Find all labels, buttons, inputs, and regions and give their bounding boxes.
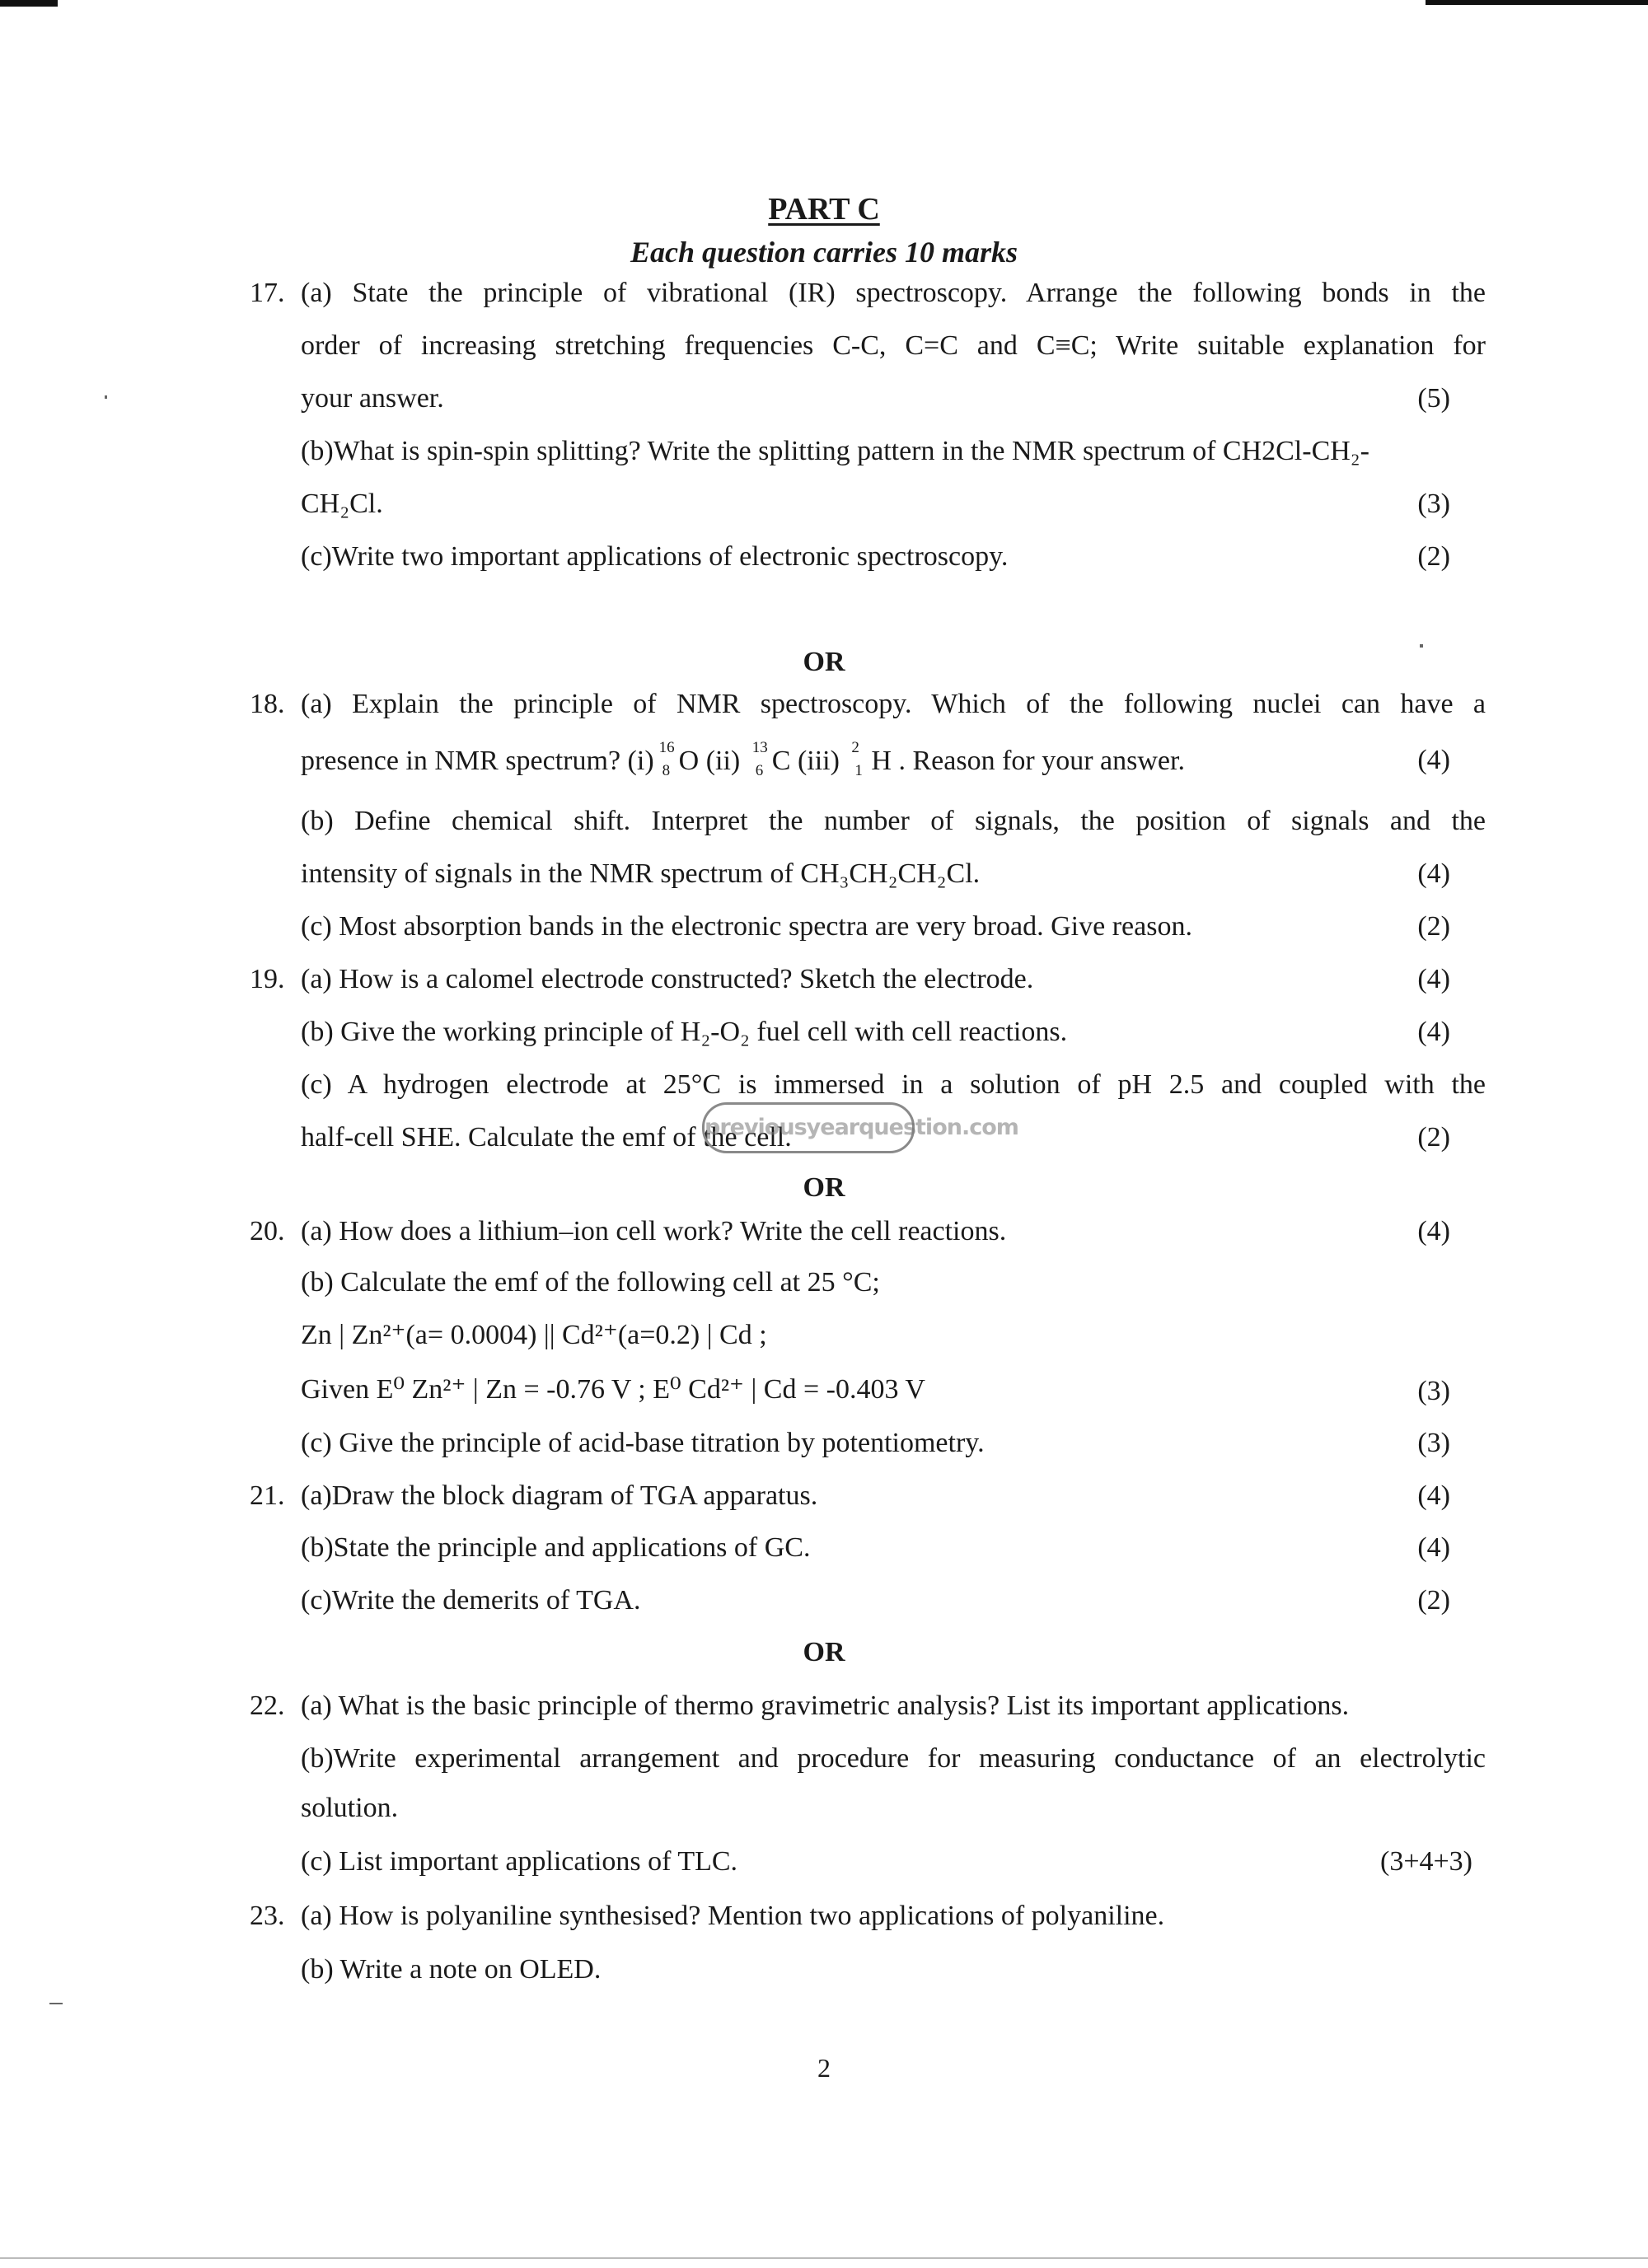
- question-number: 21.: [250, 1480, 285, 1511]
- scan-edge-mark: [0, 2257, 1648, 2259]
- marks: (4): [1417, 964, 1450, 994]
- question-text: (c) Most absorption bands in the electronic spectra are very broad. Give reason.: [301, 911, 1192, 942]
- question-text: (c)Write the demerits of TGA.: [301, 1585, 641, 1616]
- marks: (3): [1417, 1376, 1450, 1406]
- marks: (2): [1417, 1122, 1450, 1153]
- page-number: 2: [817, 2053, 831, 2083]
- question-text: (c) Give the principle of acid-base titration by potentiometry.: [301, 1428, 985, 1458]
- scan-edge-mark: [0, 0, 58, 7]
- question-number: 22.: [250, 1690, 285, 1721]
- marks: (2): [1417, 541, 1450, 572]
- marks: (5): [1417, 383, 1450, 414]
- question-text: solution.: [301, 1793, 399, 1823]
- atomic-number: 8: [662, 762, 671, 779]
- question-text: (b)What is spin-spin splitting? Write the splitting pattern in the NMR spectrum of CH2Cl-CH₂-: [301, 436, 1369, 466]
- marks: (3+4+3): [1380, 1846, 1472, 1877]
- marks: (4): [1417, 1532, 1450, 1563]
- scan-speck: [49, 2003, 63, 2004]
- question-text: (b)Write experimental arrangement and procedure for measuring conductance of an electrolytic: [301, 1743, 1486, 1774]
- question-text: (c)Write two important applications of electronic spectroscopy.: [301, 541, 1009, 572]
- isotope-notation: [747, 739, 772, 779]
- element-symbol: H: [871, 746, 892, 776]
- marks: (2): [1417, 911, 1450, 942]
- question-text: (b)State the principle and applications of GC.: [301, 1532, 811, 1563]
- isotope-notation: [846, 739, 871, 779]
- element-symbol: O: [678, 746, 700, 776]
- question-number: 17.: [250, 278, 285, 308]
- watermark-stamp: previousyearquestion.com: [702, 1102, 915, 1153]
- marks: (2): [1417, 1585, 1450, 1616]
- question-text: (a) Explain the principle of NMR spectroscopy. Which of the following nuclei can have a: [301, 689, 1486, 719]
- part-subtitle: Each question carries 10 marks: [630, 236, 1018, 269]
- mass-number: 13: [751, 739, 768, 756]
- question-text: (ii): [699, 746, 747, 776]
- atomic-number: 1: [854, 762, 863, 779]
- part-title: PART C: [768, 192, 880, 227]
- or-separator: OR: [803, 1172, 845, 1203]
- question-number: 20.: [250, 1216, 285, 1246]
- isotope-notation: [654, 739, 679, 779]
- question-text: (c) List important applications of TLC.: [301, 1846, 738, 1877]
- question-text: presence in NMR spectrum? (i): [301, 746, 654, 776]
- question-number: 19.: [250, 964, 285, 994]
- marks: (3): [1417, 489, 1450, 519]
- question-text: . Reason for your answer.: [891, 746, 1185, 776]
- or-separator: OR: [803, 1637, 845, 1667]
- marks: (4): [1417, 858, 1450, 889]
- question-text: (a) How is a calomel electrode constructed? Sketch the electrode.: [301, 964, 1034, 994]
- marks: (3): [1417, 1428, 1450, 1458]
- marks: (4): [1417, 1216, 1450, 1246]
- question-text: CH₂Cl.: [301, 489, 383, 519]
- or-separator: OR: [803, 647, 845, 677]
- question-text: (c) A hydrogen electrode at 25°C is immersed in a solution of pH 2.5 and coupled with the: [301, 1069, 1486, 1100]
- question-text: order of increasing stretching frequencies C-C, C=C and C≡C; Write suitable explanation for: [301, 330, 1486, 361]
- cell-notation: Zn | Zn²⁺(a= 0.0004) || Cd²⁺(a=0.2) | Cd ;: [301, 1320, 767, 1350]
- question-text: (b) Write a note on OLED.: [301, 1954, 602, 1985]
- marks: (4): [1417, 1480, 1450, 1511]
- scan-edge-mark: [1426, 0, 1648, 5]
- mass-number: 16: [658, 739, 675, 756]
- question-text: (b) Calculate the emf of the following cell at 25 °C;: [301, 1267, 880, 1298]
- element-symbol: C: [771, 746, 791, 776]
- question-text: (a) How does a lithium–ion cell work? Write the cell reactions.: [301, 1216, 1007, 1246]
- marks: (4): [1417, 1017, 1450, 1047]
- question-number: 23.: [250, 1901, 285, 1931]
- electrode-potentials: Given E⁰ Zn²⁺ | Zn = -0.76 V ; E⁰ Cd²⁺ | Cd = -0.403 V: [301, 1374, 925, 1405]
- question-text: (b) Define chemical shift. Interpret the number of signals, the position of signals and the: [301, 806, 1486, 836]
- question-text: (a) State the principle of vibrational (IR) spectroscopy. Arrange the following bonds in the: [301, 278, 1486, 308]
- question-text: your answer.: [301, 383, 444, 414]
- question-text: (a)Draw the block diagram of TGA apparatus.: [301, 1480, 818, 1511]
- question-text: (a) What is the basic principle of thermo gravimetric analysis? List its important applications.: [301, 1690, 1350, 1721]
- scan-speck: [105, 395, 107, 399]
- question-number: 18.: [250, 689, 285, 719]
- question-text: intensity of signals in the NMR spectrum of CH₃CH₂CH₂Cl.: [301, 858, 981, 889]
- mass-number: 2: [851, 739, 859, 756]
- marks: (4): [1417, 745, 1450, 775]
- question-text-isotopes: [301, 739, 1185, 779]
- question-text: (b) Give the working principle of H₂-O₂ fuel cell with cell reactions.: [301, 1017, 1068, 1047]
- question-text: (iii): [790, 746, 847, 776]
- question-text: (a) How is polyaniline synthesised? Mention two applications of polyaniline.: [301, 1901, 1165, 1931]
- atomic-number: 6: [755, 762, 764, 779]
- question-text: half-cell SHE. Calculate the emf of the cell.: [301, 1122, 792, 1153]
